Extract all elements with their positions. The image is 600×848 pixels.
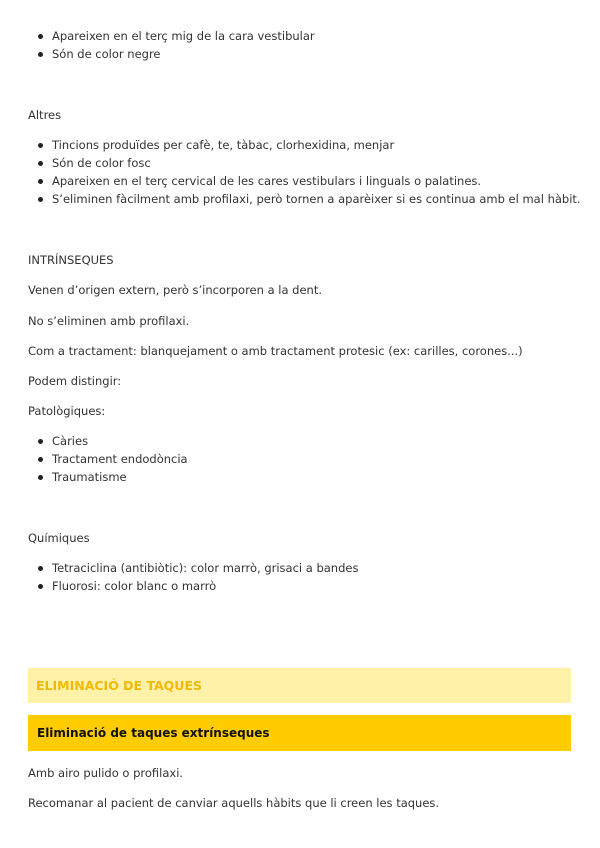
list-top	[36, 27, 576, 63]
paragraph: Venen d’origen extern, però s’incorporen a la dent.	[28, 283, 322, 297]
list-item: Apareixen en el terç mig de la cara vestibular	[36, 27, 576, 45]
heading-intrinseques: INTRÍNSEQUES	[28, 253, 114, 267]
paragraph: Com a tractament: blanquejament o amb tractament protesic (ex: carilles, corones...)	[28, 344, 523, 358]
section-subtitle: Eliminació de taques extrínseques	[37, 726, 270, 740]
list-item: Són de color fosc	[36, 154, 576, 172]
list-item: Tincions produïdes per cafè, te, tàbac, clorhexidina, menjar	[36, 136, 576, 154]
paragraph: No s’eliminen amb profilaxi.	[28, 314, 190, 328]
paragraph: Amb airo pulido o profilaxi.	[28, 766, 184, 780]
list-item: Traumatisme	[36, 468, 576, 486]
section-title: ELIMINACIÓ DE TAQUES	[36, 678, 202, 693]
list-item: Fluorosi: color blanc o marrò	[36, 577, 576, 595]
list-item: Tractament endodòncia	[36, 450, 576, 468]
section-subtitle-banner	[28, 715, 571, 751]
heading-altres: Altres	[28, 108, 62, 122]
list-item: S’eliminen fàcilment amb profilaxi, però tornen a aparèixer si es continua amb el mal hàbit.	[36, 190, 576, 208]
section-title-banner	[28, 668, 571, 703]
heading-quimiques: Químiques	[28, 531, 90, 545]
list-quimiques	[36, 559, 576, 595]
list-item: Són de color negre	[36, 45, 576, 63]
list-patologiques	[36, 432, 576, 486]
list-item: Càries	[36, 432, 576, 450]
list-altres	[36, 136, 581, 208]
patologiques-label: Patològiques:	[28, 404, 106, 418]
paragraph: Podem distingir:	[28, 374, 122, 388]
list-item: Apareixen en el terç cervical de les cares vestibulars i linguals o palatines.	[36, 172, 576, 190]
list-item: Tetraciclina (antibiòtic): color marrò, grisaci a bandes	[36, 559, 576, 577]
paragraph: Recomanar al pacient de canviar aquells hàbits que li creen les taques.	[28, 796, 440, 810]
